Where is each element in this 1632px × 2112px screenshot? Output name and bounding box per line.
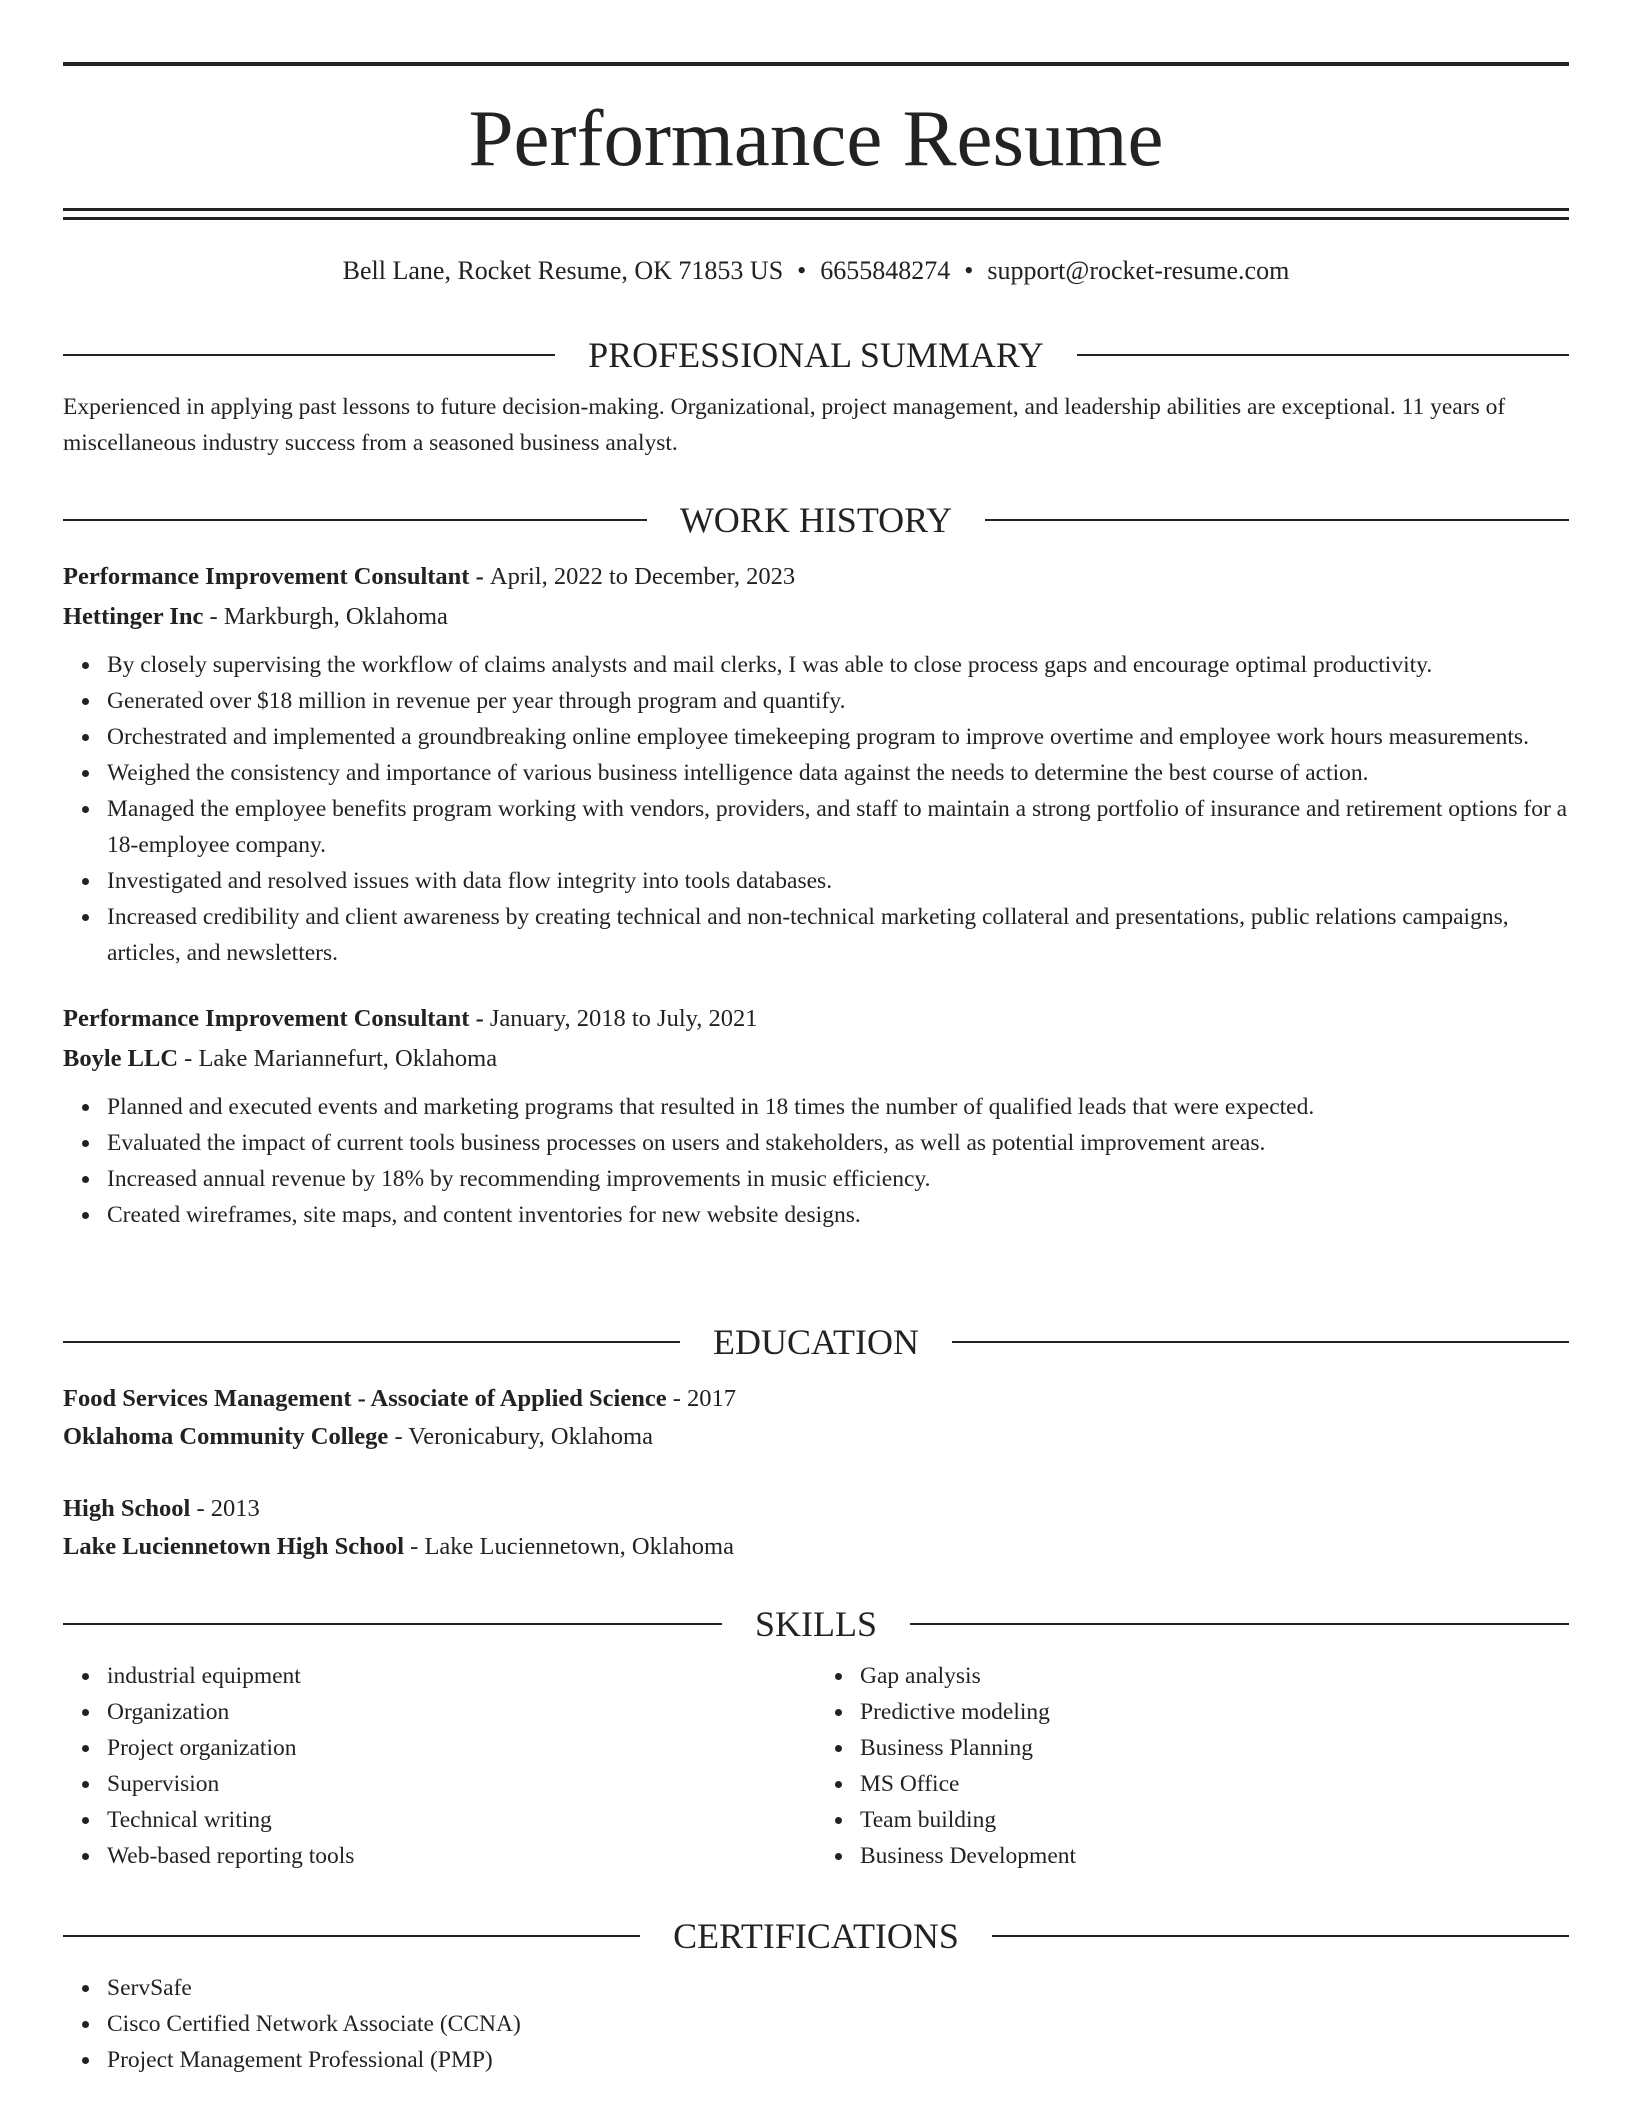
summary-heading [63, 333, 1569, 377]
education-location: Veronicabury, Oklahoma [408, 1423, 653, 1450]
education-entry [63, 1380, 1569, 1456]
title-double-rule [63, 208, 1569, 220]
education-location: Lake Luciennetown, Oklahoma [424, 1533, 734, 1560]
contact-email: support@rocket-resume.com [987, 256, 1290, 285]
list-item: MS Office [860, 1766, 1569, 1802]
education-year: 2013 [210, 1495, 260, 1522]
certifications-list [63, 1970, 1569, 2078]
job-bullets [63, 1089, 1569, 1233]
job-location: Lake Mariannefurt, Oklahoma [198, 1045, 498, 1072]
list-item: Investigated and resolved issues with data flow integrity into tools databases. [107, 863, 1569, 899]
list-item: Technical writing [107, 1802, 816, 1838]
education-degree: Food Services Management - Associate of Applied Science [63, 1385, 667, 1412]
job-title-line [63, 999, 1569, 1039]
education-school: Oklahoma Community College [63, 1423, 389, 1450]
job-title: Performance Improvement Consultant [63, 563, 470, 590]
list-item: industrial equipment [107, 1658, 816, 1694]
list-item: Team building [860, 1802, 1569, 1838]
list-item: Weighed the consistency and importance of various business intelligence data against the needs to determine the best course of action. [107, 755, 1569, 791]
education-entry [63, 1490, 1569, 1566]
dash: - [203, 603, 224, 630]
list-item: Cisco Certified Network Associate (CCNA) [107, 2006, 1569, 2042]
list-item: Project organization [107, 1730, 816, 1766]
list-item: Increased credibility and client awareness by creating technical and non-technical marketing collateral and presentations, public relations campaigns, articles, and newsletters. [107, 899, 1569, 971]
job-company-line [63, 1039, 1569, 1079]
list-item: Web-based reporting tools [107, 1838, 816, 1874]
work-history-section [63, 498, 1569, 1233]
list-item: ServSafe [107, 1970, 1569, 2006]
list-item: Planned and executed events and marketing programs that resulted in 18 times the number of qualified leads that were expected. [107, 1089, 1569, 1125]
list-item: By closely supervising the workflow of claims analysts and mail clerks, I was able to close process gaps and encourage optimal productivity. [107, 647, 1569, 683]
job-title-line [63, 557, 1569, 597]
contact-address: Bell Lane, Rocket Resume, OK 71853 US [342, 256, 784, 285]
education-heading [63, 1320, 1569, 1364]
resume-title: Performance Resume [468, 93, 1164, 183]
heading-rule-right [992, 1935, 1569, 1937]
heading-rule-right [985, 519, 1569, 521]
contact-separator: • [964, 256, 974, 285]
list-item: Managed the employee benefits program working with vendors, providers, and staff to maintain a strong portfolio of insurance and retirement options for a 18-employee company. [107, 791, 1569, 863]
dash: - [388, 1423, 409, 1450]
job-dates: January, 2018 to July, 2021 [489, 1005, 758, 1032]
education-section [63, 1320, 1569, 1566]
job-entry [63, 999, 1569, 1233]
heading-rule-left [63, 1935, 640, 1937]
contact-phone: 6655848274 [820, 256, 951, 285]
job-dates: April, 2022 to December, 2023 [489, 563, 796, 590]
work-history-heading [63, 498, 1569, 542]
dash: - [190, 1495, 211, 1522]
heading-rule-left [63, 1623, 722, 1625]
job-company: Hettinger Inc [63, 603, 204, 630]
job-location: Markburgh, Oklahoma [223, 603, 448, 630]
summary-section [63, 333, 1569, 461]
certifications-heading-label: CERTIFICATIONS [673, 1916, 959, 1956]
education-year: 2017 [687, 1385, 736, 1412]
education-school-line [63, 1418, 1569, 1456]
list-item: Generated over $18 million in revenue per year through program and quantify. [107, 683, 1569, 719]
contact-separator: • [797, 256, 807, 285]
work-history-heading-label: WORK HISTORY [679, 500, 953, 540]
top-rule [63, 62, 1569, 66]
summary-text: Experienced in applying past lessons to future decision-making. Organizational, project management, and leadership abilities are exceptional. 11 years of miscellaneous industry success from a seasoned business analyst. [63, 394, 1506, 456]
education-degree-line [63, 1380, 1569, 1418]
education-degree-line [63, 1490, 1569, 1528]
list-item: Evaluated the impact of current tools business processes on users and stakeholders, as well as potential improvement areas. [107, 1125, 1569, 1161]
heading-rule-left [63, 1341, 680, 1343]
heading-rule-right [952, 1341, 1569, 1343]
summary-heading-label: PROFESSIONAL SUMMARY [588, 335, 1044, 375]
skills-heading [63, 1602, 1569, 1646]
heading-rule-right [1077, 354, 1569, 356]
contact-line [63, 253, 1569, 289]
list-item: Business Planning [860, 1730, 1569, 1766]
dash: - [178, 1045, 199, 1072]
list-item: Orchestrated and implemented a groundbreaking online employee timekeeping program to improve overtime and employee work hours measurements. [107, 719, 1569, 755]
skills-list-right [816, 1658, 1569, 1874]
heading-rule-right [910, 1623, 1569, 1625]
certifications-section [63, 1914, 1569, 2078]
job-company-line [63, 597, 1569, 637]
job-bullets [63, 647, 1569, 971]
skills-list-left [63, 1658, 816, 1874]
list-item: Business Development [860, 1838, 1569, 1874]
dash: - [666, 1385, 687, 1412]
list-item: Project Management Professional (PMP) [107, 2042, 1569, 2078]
list-item: Organization [107, 1694, 816, 1730]
education-heading-label: EDUCATION [713, 1322, 919, 1362]
heading-rule-left [63, 354, 555, 356]
job-entry [63, 557, 1569, 971]
list-item: Gap analysis [860, 1658, 1569, 1694]
dash: - [404, 1533, 425, 1560]
dash: - [469, 1005, 490, 1032]
education-school: Lake Luciennetown High School [63, 1533, 405, 1560]
skills-heading-label: SKILLS [755, 1604, 878, 1644]
list-item: Increased annual revenue by 18% by recommending improvements in music efficiency. [107, 1161, 1569, 1197]
list-item: Supervision [107, 1766, 816, 1802]
list-item: Predictive modeling [860, 1694, 1569, 1730]
education-school-line [63, 1528, 1569, 1566]
skills-section [63, 1602, 1569, 1874]
certifications-heading [63, 1914, 1569, 1958]
heading-rule-left [63, 519, 647, 521]
education-degree: High School [63, 1495, 191, 1522]
job-title: Performance Improvement Consultant [63, 1005, 470, 1032]
list-item: Created wireframes, site maps, and content inventories for new website designs. [107, 1197, 1569, 1233]
dash: - [469, 563, 490, 590]
skills-columns [63, 1658, 1569, 1874]
job-company: Boyle LLC [63, 1045, 179, 1072]
